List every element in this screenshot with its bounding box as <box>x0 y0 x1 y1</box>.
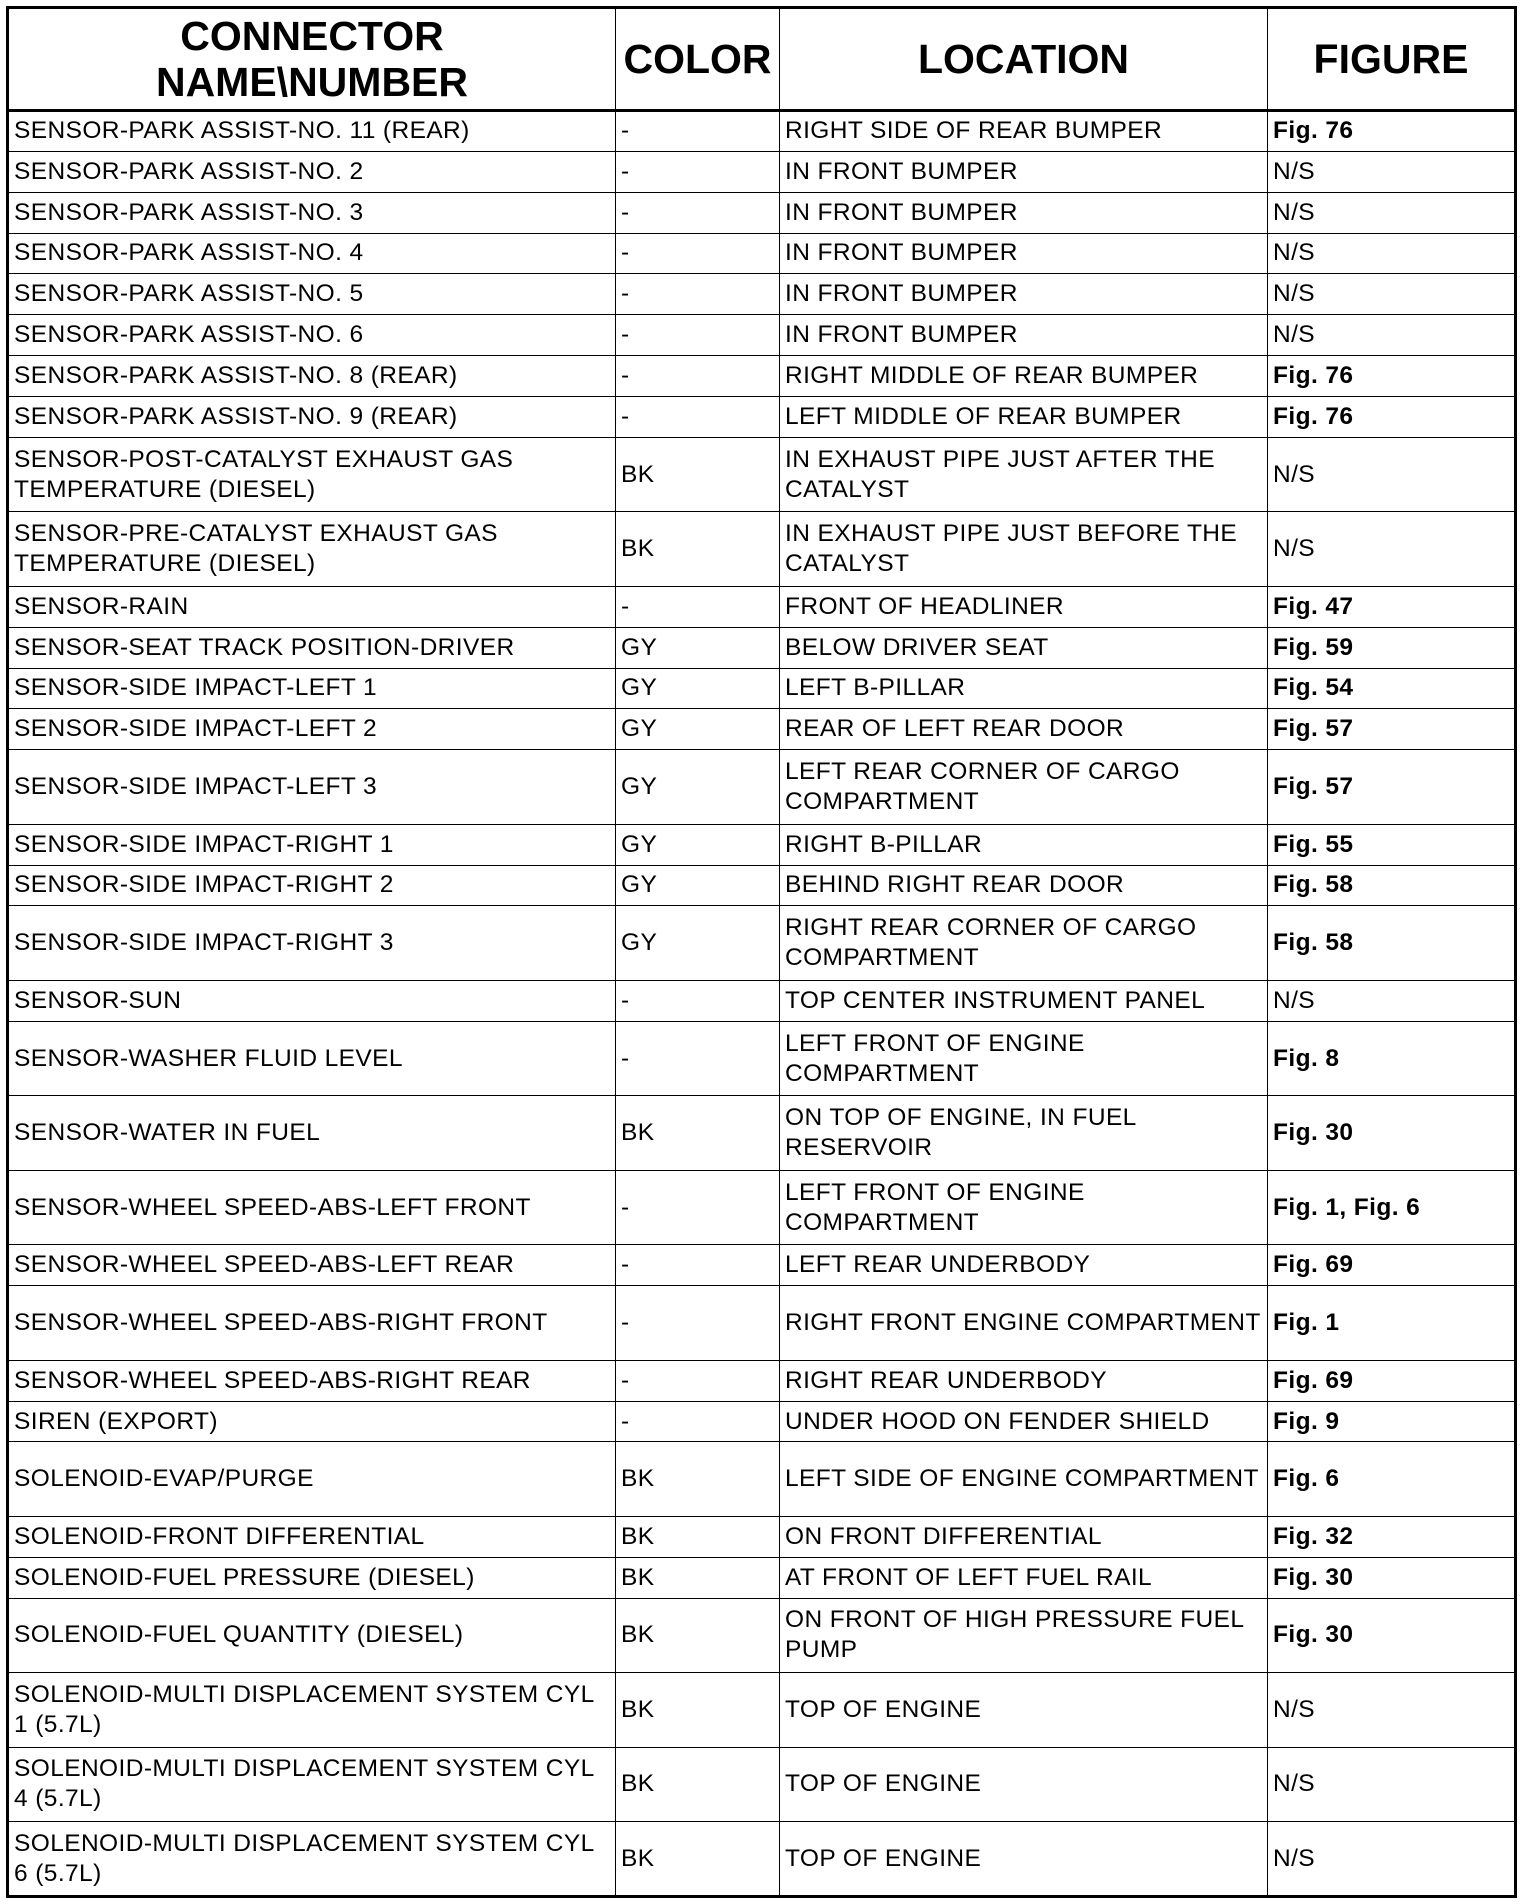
table-row <box>8 1096 1516 1171</box>
table-row <box>8 1245 1516 1286</box>
cell-figure: N/S <box>1268 315 1516 356</box>
cell-figure: Fig. 76 <box>1268 111 1516 152</box>
cell-color: - <box>616 315 780 356</box>
cell-connector-name: SOLENOID-FUEL QUANTITY (DIESEL) <box>8 1598 616 1673</box>
cell-color: - <box>616 233 780 274</box>
table-row <box>8 980 1516 1021</box>
cell-location: TOP CENTER INSTRUMENT PANEL <box>780 980 1268 1021</box>
cell-figure: Fig. 1 <box>1268 1286 1516 1361</box>
cell-color: - <box>616 1286 780 1361</box>
table-row <box>8 437 1516 512</box>
table-row <box>8 668 1516 709</box>
cell-connector-name: SENSOR-SEAT TRACK POSITION-DRIVER <box>8 627 616 668</box>
cell-location: RIGHT REAR CORNER OF CARGO COMPARTMENT <box>780 906 1268 981</box>
table-row <box>8 1747 1516 1822</box>
table-row <box>8 906 1516 981</box>
cell-connector-name: SENSOR-WHEEL SPEED-ABS-RIGHT REAR <box>8 1360 616 1401</box>
cell-color: - <box>616 356 780 397</box>
cell-connector-name: SENSOR-SUN <box>8 980 616 1021</box>
cell-color: BK <box>616 1822 780 1897</box>
cell-location: LEFT FRONT OF ENGINE COMPARTMENT <box>780 1021 1268 1096</box>
table-row <box>8 233 1516 274</box>
cell-color: - <box>616 274 780 315</box>
cell-figure: N/S <box>1268 151 1516 192</box>
cell-connector-name: SENSOR-SIDE IMPACT-LEFT 1 <box>8 668 616 709</box>
table-row <box>8 1516 1516 1557</box>
cell-location: FRONT OF HEADLINER <box>780 586 1268 627</box>
table-row <box>8 865 1516 906</box>
cell-color: GY <box>616 709 780 750</box>
cell-location: LEFT REAR CORNER OF CARGO COMPARTMENT <box>780 750 1268 825</box>
cell-connector-name: SENSOR-PRE-CATALYST EXHAUST GAS TEMPERATURE (DIESEL) <box>8 512 616 587</box>
cell-figure: Fig. 9 <box>1268 1401 1516 1442</box>
cell-connector-name: SENSOR-WHEEL SPEED-ABS-RIGHT FRONT <box>8 1286 616 1361</box>
cell-figure: N/S <box>1268 233 1516 274</box>
cell-location: RIGHT REAR UNDERBODY <box>780 1360 1268 1401</box>
cell-connector-name: SENSOR-SIDE IMPACT-LEFT 3 <box>8 750 616 825</box>
cell-figure: N/S <box>1268 274 1516 315</box>
cell-figure: Fig. 76 <box>1268 356 1516 397</box>
cell-connector-name: SIREN (EXPORT) <box>8 1401 616 1442</box>
table-row <box>8 512 1516 587</box>
cell-figure: N/S <box>1268 192 1516 233</box>
cell-location: IN EXHAUST PIPE JUST BEFORE THE CATALYST <box>780 512 1268 587</box>
cell-location: IN FRONT BUMPER <box>780 274 1268 315</box>
cell-location: AT FRONT OF LEFT FUEL RAIL <box>780 1557 1268 1598</box>
cell-color: - <box>616 111 780 152</box>
cell-color: - <box>616 1360 780 1401</box>
cell-color: BK <box>616 1096 780 1171</box>
header-color: COLOR <box>616 8 780 111</box>
cell-color: GY <box>616 824 780 865</box>
cell-location: IN FRONT BUMPER <box>780 315 1268 356</box>
cell-color: GY <box>616 906 780 981</box>
cell-connector-name: SENSOR-PARK ASSIST-NO. 11 (REAR) <box>8 111 616 152</box>
cell-color: BK <box>616 512 780 587</box>
cell-connector-name: SENSOR-PARK ASSIST-NO. 9 (REAR) <box>8 396 616 437</box>
table-row <box>8 396 1516 437</box>
cell-location: RIGHT MIDDLE OF REAR BUMPER <box>780 356 1268 397</box>
cell-connector-name: SOLENOID-MULTI DISPLACEMENT SYSTEM CYL 4 (5.7L) <box>8 1747 616 1822</box>
cell-connector-name: SENSOR-PARK ASSIST-NO. 2 <box>8 151 616 192</box>
cell-figure: Fig. 69 <box>1268 1360 1516 1401</box>
table-row <box>8 627 1516 668</box>
table-row <box>8 1822 1516 1897</box>
cell-figure: Fig. 30 <box>1268 1557 1516 1598</box>
cell-connector-name: SENSOR-SIDE IMPACT-LEFT 2 <box>8 709 616 750</box>
cell-color: BK <box>616 1747 780 1822</box>
table-row <box>8 750 1516 825</box>
table-row <box>8 1401 1516 1442</box>
cell-color: - <box>616 1170 780 1245</box>
cell-color: GY <box>616 627 780 668</box>
table-row <box>8 709 1516 750</box>
cell-figure: N/S <box>1268 1747 1516 1822</box>
cell-figure: Fig. 1, Fig. 6 <box>1268 1170 1516 1245</box>
cell-color: GY <box>616 865 780 906</box>
cell-location: LEFT B-PILLAR <box>780 668 1268 709</box>
cell-connector-name: SENSOR-WHEEL SPEED-ABS-LEFT FRONT <box>8 1170 616 1245</box>
cell-connector-name: SENSOR-WASHER FLUID LEVEL <box>8 1021 616 1096</box>
cell-location: IN FRONT BUMPER <box>780 192 1268 233</box>
cell-color: - <box>616 980 780 1021</box>
table-row <box>8 1170 1516 1245</box>
cell-color: GY <box>616 668 780 709</box>
table-row <box>8 1021 1516 1096</box>
cell-location: ON TOP OF ENGINE, IN FUEL RESERVOIR <box>780 1096 1268 1171</box>
cell-figure: Fig. 58 <box>1268 906 1516 981</box>
cell-connector-name: SOLENOID-MULTI DISPLACEMENT SYSTEM CYL 1 (5.7L) <box>8 1673 616 1748</box>
cell-figure: Fig. 57 <box>1268 750 1516 825</box>
table-row <box>8 1360 1516 1401</box>
cell-color: - <box>616 1245 780 1286</box>
cell-location: IN FRONT BUMPER <box>780 151 1268 192</box>
cell-color: - <box>616 586 780 627</box>
cell-location: LEFT REAR UNDERBODY <box>780 1245 1268 1286</box>
table-body <box>8 111 1516 1897</box>
header-connector-name: CONNECTOR NAME\NUMBER <box>8 8 616 111</box>
cell-location: LEFT MIDDLE OF REAR BUMPER <box>780 396 1268 437</box>
cell-location: RIGHT FRONT ENGINE COMPARTMENT <box>780 1286 1268 1361</box>
table-row <box>8 356 1516 397</box>
table-row <box>8 824 1516 865</box>
cell-connector-name: SOLENOID-MULTI DISPLACEMENT SYSTEM CYL 6 (5.7L) <box>8 1822 616 1897</box>
cell-color: - <box>616 1401 780 1442</box>
cell-color: BK <box>616 437 780 512</box>
cell-color: BK <box>616 1673 780 1748</box>
cell-location: UNDER HOOD ON FENDER SHIELD <box>780 1401 1268 1442</box>
cell-figure: Fig. 57 <box>1268 709 1516 750</box>
cell-figure: Fig. 30 <box>1268 1096 1516 1171</box>
table-row <box>8 1557 1516 1598</box>
cell-connector-name: SOLENOID-FUEL PRESSURE (DIESEL) <box>8 1557 616 1598</box>
cell-figure: Fig. 47 <box>1268 586 1516 627</box>
cell-location: IN FRONT BUMPER <box>780 233 1268 274</box>
cell-location: REAR OF LEFT REAR DOOR <box>780 709 1268 750</box>
cell-figure: Fig. 58 <box>1268 865 1516 906</box>
cell-figure: Fig. 69 <box>1268 1245 1516 1286</box>
cell-figure: Fig. 55 <box>1268 824 1516 865</box>
table-row <box>8 586 1516 627</box>
cell-connector-name: SENSOR-POST-CATALYST EXHAUST GAS TEMPERATURE (DIESEL) <box>8 437 616 512</box>
cell-location: ON FRONT DIFFERENTIAL <box>780 1516 1268 1557</box>
cell-connector-name: SENSOR-SIDE IMPACT-RIGHT 3 <box>8 906 616 981</box>
cell-figure: N/S <box>1268 437 1516 512</box>
cell-location: TOP OF ENGINE <box>780 1747 1268 1822</box>
cell-connector-name: SENSOR-PARK ASSIST-NO. 6 <box>8 315 616 356</box>
cell-location: BELOW DRIVER SEAT <box>780 627 1268 668</box>
cell-color: BK <box>616 1516 780 1557</box>
cell-location: IN EXHAUST PIPE JUST AFTER THE CATALYST <box>780 437 1268 512</box>
cell-color: BK <box>616 1442 780 1517</box>
cell-connector-name: SOLENOID-FRONT DIFFERENTIAL <box>8 1516 616 1557</box>
cell-color: BK <box>616 1598 780 1673</box>
cell-figure: Fig. 8 <box>1268 1021 1516 1096</box>
table-row <box>8 1673 1516 1748</box>
cell-figure: Fig. 76 <box>1268 396 1516 437</box>
cell-figure: N/S <box>1268 1822 1516 1897</box>
cell-color: GY <box>616 750 780 825</box>
table-row <box>8 111 1516 152</box>
cell-connector-name: SENSOR-SIDE IMPACT-RIGHT 2 <box>8 865 616 906</box>
cell-color: - <box>616 1021 780 1096</box>
cell-figure: Fig. 30 <box>1268 1598 1516 1673</box>
cell-location: LEFT FRONT OF ENGINE COMPARTMENT <box>780 1170 1268 1245</box>
cell-connector-name: SENSOR-WATER IN FUEL <box>8 1096 616 1171</box>
cell-connector-name: SENSOR-PARK ASSIST-NO. 8 (REAR) <box>8 356 616 397</box>
cell-location: RIGHT SIDE OF REAR BUMPER <box>780 111 1268 152</box>
table-row <box>8 274 1516 315</box>
cell-location: BEHIND RIGHT REAR DOOR <box>780 865 1268 906</box>
cell-connector-name: SENSOR-SIDE IMPACT-RIGHT 1 <box>8 824 616 865</box>
cell-location: ON FRONT OF HIGH PRESSURE FUEL PUMP <box>780 1598 1268 1673</box>
table-row <box>8 1286 1516 1361</box>
cell-location: TOP OF ENGINE <box>780 1673 1268 1748</box>
table-row <box>8 151 1516 192</box>
table-row <box>8 192 1516 233</box>
cell-color: - <box>616 151 780 192</box>
cell-connector-name: SENSOR-PARK ASSIST-NO. 3 <box>8 192 616 233</box>
cell-figure: N/S <box>1268 1673 1516 1748</box>
cell-connector-name: SENSOR-PARK ASSIST-NO. 5 <box>8 274 616 315</box>
header-figure: FIGURE <box>1268 8 1516 111</box>
header-location: LOCATION <box>780 8 1268 111</box>
cell-color: BK <box>616 1557 780 1598</box>
cell-location: TOP OF ENGINE <box>780 1822 1268 1897</box>
cell-figure: Fig. 54 <box>1268 668 1516 709</box>
table-header <box>8 8 1516 111</box>
table-row <box>8 1442 1516 1517</box>
cell-location: LEFT SIDE OF ENGINE COMPARTMENT <box>780 1442 1268 1517</box>
cell-connector-name: SOLENOID-EVAP/PURGE <box>8 1442 616 1517</box>
table-row <box>8 1598 1516 1673</box>
cell-figure: Fig. 59 <box>1268 627 1516 668</box>
cell-figure: N/S <box>1268 512 1516 587</box>
cell-color: - <box>616 396 780 437</box>
cell-connector-name: SENSOR-WHEEL SPEED-ABS-LEFT REAR <box>8 1245 616 1286</box>
cell-figure: Fig. 6 <box>1268 1442 1516 1517</box>
cell-connector-name: SENSOR-PARK ASSIST-NO. 4 <box>8 233 616 274</box>
connector-table <box>6 6 1517 1898</box>
cell-color: - <box>616 192 780 233</box>
cell-figure: Fig. 32 <box>1268 1516 1516 1557</box>
cell-connector-name: SENSOR-RAIN <box>8 586 616 627</box>
table-row <box>8 315 1516 356</box>
cell-location: RIGHT B-PILLAR <box>780 824 1268 865</box>
cell-figure: N/S <box>1268 980 1516 1021</box>
